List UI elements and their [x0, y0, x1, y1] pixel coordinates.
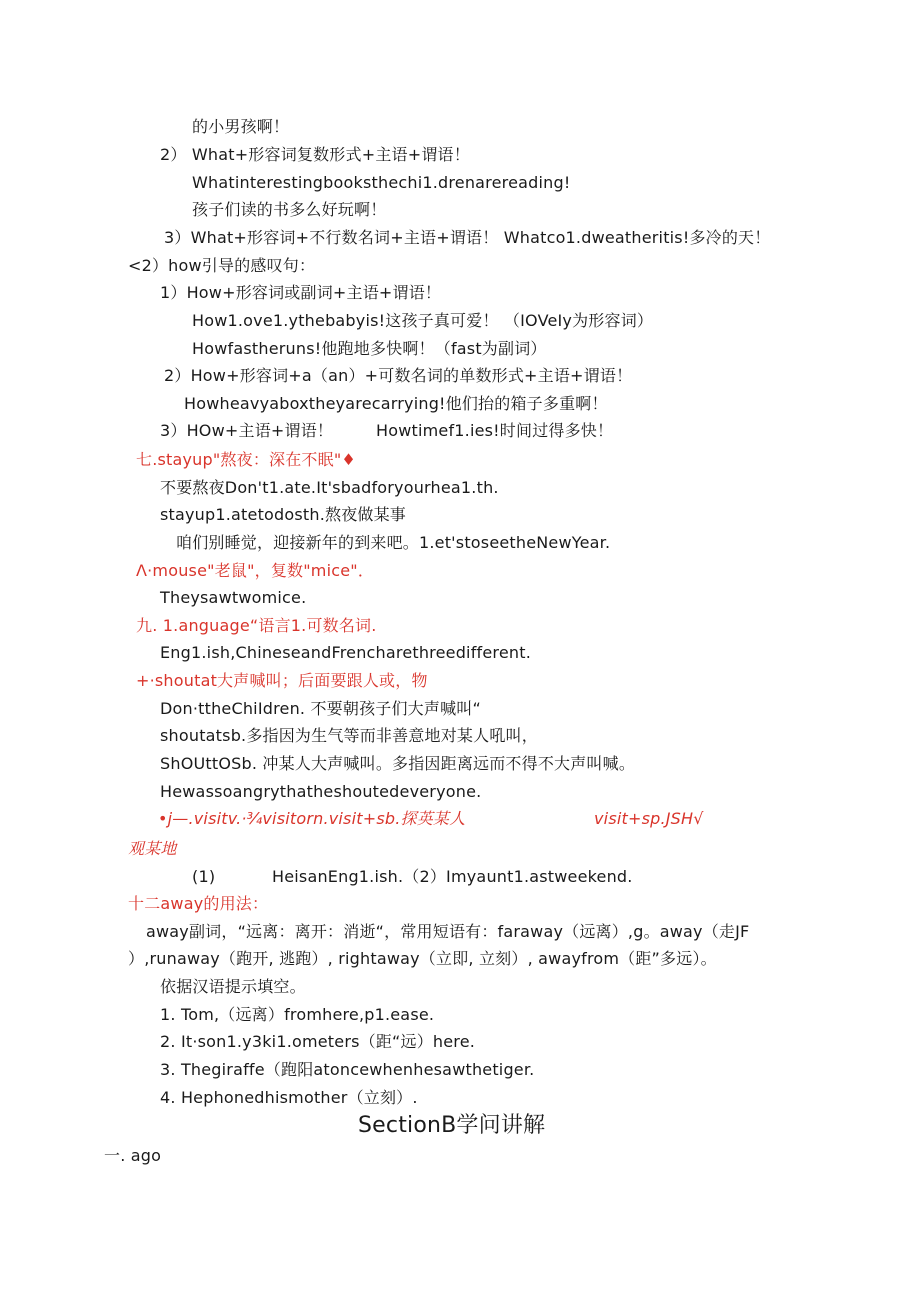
text-line: Howfastheruns!他跑地多快啊！（fast为副词） — [192, 339, 547, 358]
text-line: (1) — [192, 867, 216, 886]
page-heading: SectionB学问讲解 — [358, 1113, 546, 1138]
text-line: 依据汉语提示填空。 — [160, 977, 306, 996]
text-line: ShOUttOSb. 冲某人大声喊叫。多指因距离远而不得不大声叫喊。 — [160, 754, 636, 773]
section-heading-red: 七.stayup"熬夜：深在不眠"♦ — [136, 450, 356, 469]
exercise-item: 1. Tom,（远离）fromhere,p1.ease. — [160, 1005, 435, 1024]
text-line: Eng1.ish,ChineseandFrencharethreedifferent. — [160, 643, 531, 662]
section-heading-red: Λ·mouse"老鼠"，复数"mice"． — [136, 561, 375, 580]
section-heading: <2）how引导的感叹句： — [128, 256, 316, 275]
text-line: shoutatsb.多指因为生气等而非善意地对某人吼叫， — [160, 726, 538, 745]
text-line: 2） What+形容词复数形式+主语+谓语！ — [160, 145, 470, 164]
text-line: 3）What+形容词+不行数名词+主语+谓语！ Whatco1.dweatheritis!多冷的天！ — [164, 228, 771, 247]
exercise-item: 4. Hephonedhismother（立刻）. — [160, 1088, 418, 1107]
text-line: 不要熬夜Don't1.ate.It'sbadforyourhea1.th. — [160, 478, 499, 497]
section-heading-red: 十二away的用法： — [128, 894, 269, 913]
text-line: Theysawtwomice. — [160, 588, 307, 607]
text-line: 咱们别睡觉，迎接新年的到来吧。1.et'stoseetheNewYear. — [176, 533, 611, 552]
text-line: Howheavyaboxtheyarecarrying!他们抬的箱子多重啊！ — [184, 394, 608, 413]
exercise-item: 2. It·son1.y3ki1.ometers（距“远）here. — [160, 1032, 476, 1051]
text-line: ）,runaway（跑开, 逃跑）, rightaway（立即, 立刻）, awayfrom（距”多远）。 — [128, 949, 717, 968]
text-line: Don·ttheChiIdren. 不要朝孩子们大声喊叫“ — [160, 699, 481, 718]
text-line: 1）How+形容词或副词+主语+谓语！ — [160, 283, 442, 302]
text-line: HeisanEng1.ish.（2）Imyaunt1.astweekend. — [272, 867, 633, 886]
exercise-item: 3. Thegiraffe（跑阳atoncewhenhesawthetiger. — [160, 1060, 535, 1079]
text-line: 一. ago — [104, 1146, 162, 1165]
text-line: away副词，“远离：离开：消逝“，常用短语有：faraway（远离）,g。away（走JF — [146, 922, 750, 941]
text-line: 孩子们读的书多么好玩啊！ — [192, 200, 387, 219]
section-heading-red: •j—.visitv.·¾visitorn.visit+sb.探英某人 — [158, 809, 466, 828]
section-heading-red: visit+sp.JSH√ — [594, 809, 704, 828]
text-line: Howtimef1.ies!时间过得多快！ — [376, 421, 614, 440]
section-heading-red: +·shoutat大声喊叫；后面要跟人或，物 — [136, 671, 428, 690]
section-heading-red: 九. 1.anguage“语言1.可数名词. — [136, 616, 377, 635]
text-line: Whatinterestingbooksthechi1.drenarereading! — [192, 173, 571, 192]
text-line: 的小男孩啊！ — [192, 117, 290, 136]
text-line: stayup1.atetodosth.熬夜做某事 — [160, 505, 407, 524]
text-line: Hewassoangrythatheshoutedeveryone. — [160, 782, 482, 801]
text-line: 3）HOw+主语+谓语！ — [160, 421, 334, 440]
text-line: 2）How+形容词+a（an）+可数名词的单数形式+主语+谓语！ — [164, 366, 633, 385]
section-heading-red: 观某地 — [128, 839, 177, 858]
text-line: How1.ove1.ythebabyis!这孩子真可爱！ （IOVeIy为形容词） — [192, 311, 654, 330]
